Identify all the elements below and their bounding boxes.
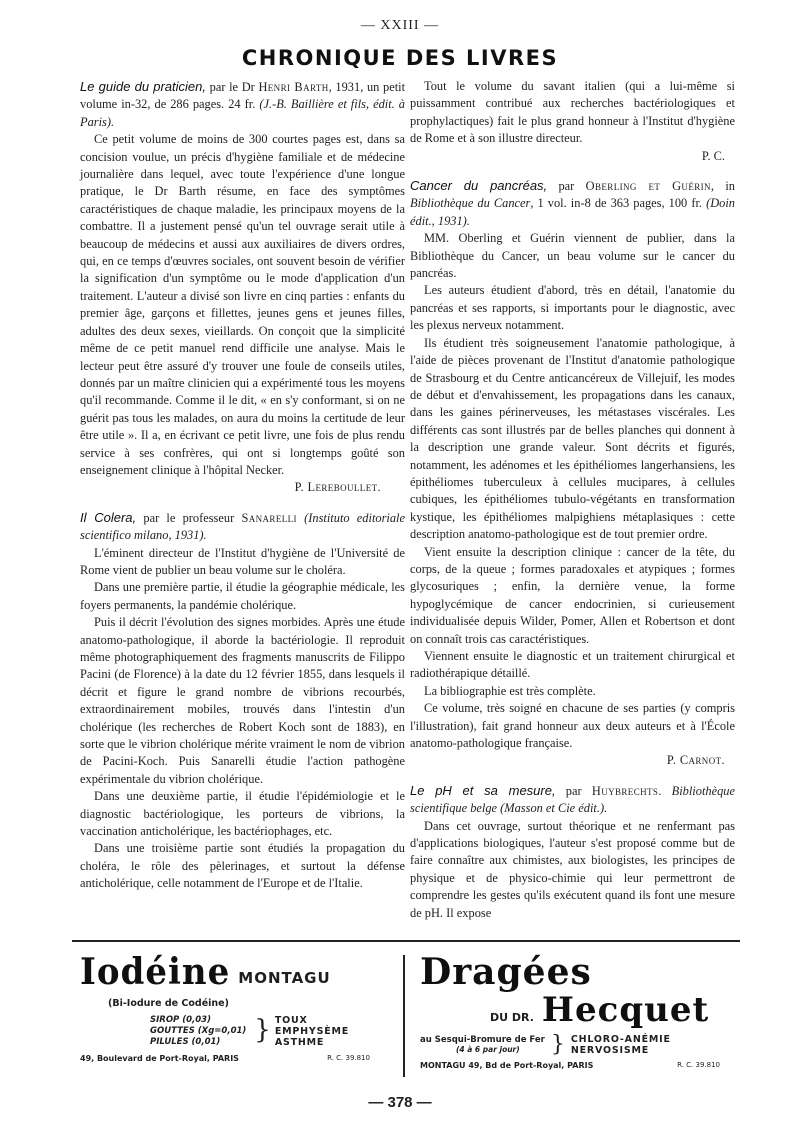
iodeine-form: GOUTTES (Xg=0,01) [150, 1026, 247, 1036]
brace-glyph: } [550, 1032, 565, 1057]
iodeine-indication: TOUX [274, 1015, 308, 1026]
review-paragraph: Tout le volume du savant italien (qui a lui-même si puissamment contribué aux recherches bactériologiques et prophylactiques) fait le plus grand honneur à l'Institut d'hygiène de Rome et à son illustre directeur. [410, 79, 735, 146]
brace-glyph: } [254, 1015, 271, 1045]
byline-post: , in [710, 179, 735, 194]
review-colera [80, 509, 405, 893]
hecquet-rc: R. C. 39.810 [677, 1061, 720, 1069]
byline-pre: par le professeur [136, 510, 242, 525]
byline-pre: par le Dr [205, 80, 259, 94]
review-signature: P. C. [701, 148, 725, 163]
review-author: Sanarelli [241, 510, 297, 525]
review-publisher: (Masson et Cie édit.). [497, 801, 608, 816]
review-signature: P. Lereboullet. [294, 480, 381, 495]
ad-divider [403, 955, 405, 1077]
review-paragraph: Ce volume, très soigné en chacune de ses parties (y compris l'illustration), fait grand honneur aux deux auteurs et à l'École anatomo-pathologique française. [410, 701, 735, 751]
iodeine-form: PILULES (0,01) [150, 1037, 221, 1047]
review-author: Oberling et Guérin [585, 179, 711, 194]
review-paragraph: Ils étudient très soigneusement l'anatomie pathologique, à l'aide de pièces provenant de l'Institut d'anatomie pathologique de Strasbourg et du Centre anticancéreux de Villejuif, les modes de début et d'envahissement, les propagations dans les canaux, dans les gaines périnerveuses, les métastases viscérales. Les différents cas sont illustrés par de belles planches qui donnent à la description une grande valeur. Sont décrits et figurés, notamment, les adénomes et les épithéliomes langerhansiens, les épithéliomes tuberculeux à cellules mucipares, à cellules cubiques, les épithéliomes tubulo-végétants en transformation kystique, les épithéliomes malpighiens métaplasiques : cette description anatomo-pathologique est de tout premier ordre. [410, 335, 735, 542]
iodeine-rc: R. C. 39.810 [327, 1054, 370, 1062]
review-publisher: (J.-B. Baillière et fils, édit. à Paris). [80, 97, 406, 129]
advertisement-iodeine [80, 952, 390, 1086]
hecquet-indication: CHLORO-ANÉMIE [570, 1033, 671, 1045]
byline-pre: par [555, 783, 592, 798]
iodeine-indication: EMPHYSÈME [274, 1026, 350, 1037]
byline-post2: , 1 vol. in-8 de 363 pages, 100 fr. [530, 196, 707, 211]
byline-post: . [658, 783, 672, 798]
review-paragraph: La bibliographie est très complète. [424, 683, 596, 698]
iodeine-form: SIROP (0,03) [150, 1015, 211, 1025]
iodeine-forms [150, 1015, 246, 1048]
review-title: Il Colera, [80, 509, 137, 525]
review-pancreas [410, 177, 735, 770]
iodeine-brand: MONTAGU [238, 969, 331, 987]
review-colera-continued [410, 78, 735, 165]
roman-numeral: — XXIII — [360, 18, 440, 33]
iodeine-logo-text: Iodéine [80, 950, 231, 994]
left-column [80, 78, 405, 905]
right-column [410, 78, 735, 934]
review-author: Huybrechts [591, 783, 659, 798]
hecquet-indications [571, 1034, 671, 1056]
review-paragraph: Dans une première partie, il étudie la géographie médicale, les foyers permanents, la pandémie cholérique. [80, 580, 405, 612]
page-number: — 378 — [368, 1094, 432, 1111]
hecquet-line2: (4 à 6 par jour) [456, 1044, 520, 1054]
review-ph [410, 782, 735, 922]
review-collection: Bibliothèque scientifique belge [410, 783, 735, 816]
ad-separator-rule [72, 940, 740, 942]
iodeine-address: 49, Boulevard de Port-Royal, PARIS [80, 1054, 239, 1063]
hecquet-indication: NERVOSISME [570, 1044, 650, 1056]
hecquet-logo-text: Hecquet [541, 990, 710, 1030]
review-title: Cancer du pancréas, [410, 178, 548, 194]
hecquet-du-dr: DU DR. [490, 1011, 534, 1024]
review-paragraph: Dans cet ouvrage, surtout théorique et ne renfermant pas d'applications biologiques, l'auteur s'est proposé comme but de faire connaître aux chimistes, aux biologistes, les principes de physique et de physico-chimie qui leur permettront de comprendre les gestes qu'ils exécutent quand ils font une mesure de pH. Il expose [410, 818, 735, 920]
review-paragraph: L'éminent directeur de l'Institut d'hygiène de l'Université de Rome vient de publier un beau volume sur le choléra. [80, 545, 405, 577]
review-title: Le guide du praticien, [80, 79, 206, 94]
review-paragraph: Dans une deuxième partie, il étudie l'épidémiologie et le diagnostic bactériologique, les porteurs de vibrions, la vaccination anticholérique, les bactériophages, etc. [80, 789, 405, 839]
hecquet-line1: au Sesqui-Bromure de Fer [420, 1034, 545, 1045]
iodeine-subtitle: (Bi-Iodure de Codéine) [108, 998, 229, 1009]
review-paragraph: Ce petit volume de moins de 300 courtes pages est, dans sa concision voulue, un précis d'hygiène familiale et de médecine journalière dans lequel, avec toute l'expérience d'une longue pratique, le Dr Barth résume, en face des symptômes caractéristiques de chaque maladie, les principaux moyens de la combattre. Il a justement pensé qu'un tel ouvrage serait utile à beaucoup de médecins et aussi aux auxiliaires de divers ordres, qui, en ce temps d'œuvres sociales, ont souvent besoin de vérifier la signification d'un symptôme ou le mode d'application d'un traitement. L'auteur a divisé son livre en cinq parties : enfants du premier âge, garçons et fillettes, jeunes gens et jeunes filles, adultes des deux sexes, vieillards. On conçoit que la simplicité même de ce petit manuel rend difficile une analyse. Mais le lecteur peut être assuré d'y trouver une foule de conseils utiles, donnés par un maître clinicien qui a expérimenté tous les moyens qu'il recommande. Comme il le dit, « en s'y conformant, si on ne guérit pas tous les malades, on aura du moins la certitude de leur être utile ». Il a, en écrivant ce petit livre, une fois de plus rendu service à ses confrères, qui ont si longtemps goûté son enseignement clinique à l'hôpital Necker. [80, 132, 405, 477]
hecquet-address: MONTAGU 49, Bd de Port-Royal, PARIS [420, 1061, 594, 1070]
dragees-logo-text: Dragées [420, 951, 592, 993]
review-praticien [80, 78, 405, 497]
hecquet-composition [420, 1035, 545, 1055]
review-paragraph: Vient ensuite la description clinique : cancer de la tête, du corps, de la queue ; formes paradoxales et atypiques ; formes glycosuriques ; enfin, la dernière venue, la forme hypoglycémique de cancer endocrinien, si curieusement individualisée depuis Wilder, Pomer, Allen et Robertson et dont on connaît trois cas caractéristiques. [410, 544, 735, 646]
review-title: Le pH et sa mesure, [410, 782, 556, 798]
review-publisher: (Instituto editoriale scientifico milano, 1931). [80, 510, 405, 543]
byline-post: , 1931, un petit volume in-32, de 286 pages. 24 fr. [80, 80, 406, 112]
iodeine-indications [275, 1015, 349, 1048]
review-paragraph: Puis il décrit l'évolution des signes morbides. Après une étude anatomo-pathologique, il aborde la bactériologie. Il reproduit même photographiquement des fragments manuscrits de Filippo Pacini (de Florence) à la date du 12 février 1855, dans lesquels il décrit et figure le grand nombre de vibrions recourbés, extraordinairement mobiles, trouvés dans l'intestin d'un cholérique (les recherches de Robert Koch sont de 1883), en sorte que le vibrion cholérique mérite vraiment le nom de vibrion de Pacini-Koch. Puis Sanarelli étudie l'action pathogène expérimentale du vibrion cholérique. [80, 615, 405, 786]
byline-pre: par [547, 179, 586, 194]
review-signature: P. Carnot. [666, 753, 725, 768]
review-paragraph: Viennent ensuite le diagnostic et un traitement chirurgical et radiothérapique détaillé. [410, 649, 735, 681]
review-paragraph: MM. Oberling et Guérin viennent de publier, dans la Bibliothèque du Cancer, un beau volume sur le cancer du pancréas. [410, 231, 735, 281]
iodeine-indication: ASTHME [274, 1037, 325, 1048]
review-author: Henri Barth [258, 80, 329, 94]
review-paragraph: Dans une troisième partie sont étudiés la propagation du choléra, le rôle des pèlerinages, et surtout la défense anticholérique, celle notamment de l'Europe et de l'Italie. [80, 841, 405, 891]
review-paragraph: Les auteurs étudient d'abord, très en détail, l'anatomie du pancréas et ses rapports, si importants pour le diagnostic, avec les plexus nerveux notamment. [410, 283, 735, 333]
section-title: CHRONIQUE DES LIVRES [241, 46, 559, 70]
review-collection: Bibliothèque du Cancer [410, 196, 531, 211]
advertisement-hecquet [420, 952, 740, 1086]
review-publisher: (Doin édit., 1931). [410, 196, 735, 228]
